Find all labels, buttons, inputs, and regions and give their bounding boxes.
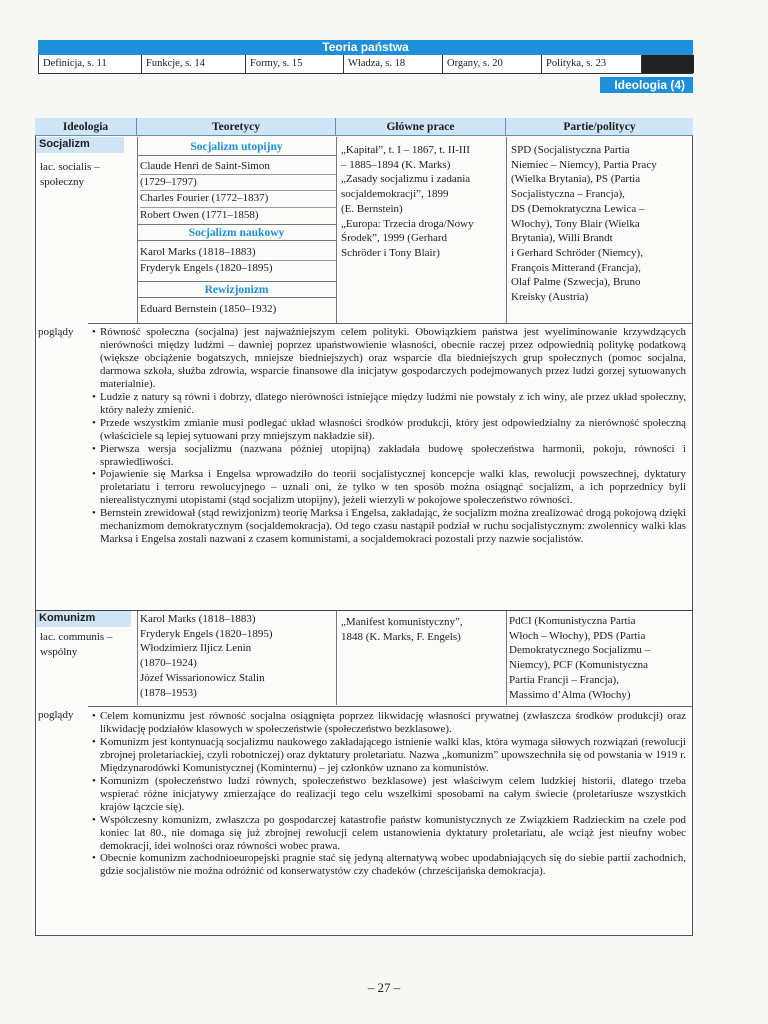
party-line: Włochy), Tony Blair (Wielka xyxy=(511,217,640,230)
works-socjalizm xyxy=(341,143,503,261)
chapter-title: Teoria państwa xyxy=(38,40,693,55)
subhead-socjalizm-utopijny: Socjalizm utopijny xyxy=(137,139,336,156)
view-item: • Pierwsza wersja socjalizmu (nazwana później utopijną) zakładała budowę społeczeństwa harmonii, pokoju, równości i sprawiedliwości. xyxy=(92,443,686,469)
divider xyxy=(88,323,693,324)
nav-polityka[interactable]: Polityka, s. 23 xyxy=(542,55,642,73)
theorists-utopijny xyxy=(140,159,336,223)
views-label-socjalizm: poglądy xyxy=(38,326,74,338)
section-badge: Ideologia (4) xyxy=(600,77,693,93)
etymology-komunizm xyxy=(40,630,132,659)
etymology-line: wspólny xyxy=(40,645,78,658)
theorist-line: Włodzimierz Iljicz Lenin xyxy=(140,642,252,655)
theorists-rewizjonizm xyxy=(140,302,336,317)
col-header-teoretycy: Teoretycy xyxy=(137,118,336,136)
etymology-line: społeczny xyxy=(40,175,84,188)
nav-current-marker xyxy=(642,55,694,73)
party-line: Olaf Palme (Szwecja), Bruno xyxy=(511,276,641,289)
works-komunizm xyxy=(341,615,503,644)
view-item: • Komunizm (społeczeństwo ludzi równych, społeczeństwo bezklasowe) jest właściwym celem ludzkiej historii, dlatego trzeba wspierać różne inicjatywy zmierzające do realizacji tego celu wszelkimi sposobami na całym świecie (proletariusze wszystkich krajów łączcie się). xyxy=(92,775,686,814)
views-komunizm xyxy=(92,710,686,878)
party-line: Włoch – Włochy), PDS (Partia xyxy=(509,629,646,642)
party-line: Demokratycznego Socjalizmu – xyxy=(509,644,651,657)
ideology-name-socjalizm: Socjalizm xyxy=(36,137,124,153)
work-line: „Manifest komunistyczny”, xyxy=(341,616,463,628)
work-line: Środek”, 1999 (Gerhard xyxy=(341,232,447,245)
work-line: „Kapitał”, t. I – 1867, t. II-III xyxy=(341,144,470,156)
view-item: • Celem komunizmu jest równość socjalna osiągnięta poprzez likwidację własności prywatnej (zwłaszcza środków produkcji) oraz likwidację podziałów klasowych w społeczeństwie (społeczeństwo bezklasowe). xyxy=(92,710,686,736)
view-item: • Bernstein zrewidował (stąd rewizjonizm) teorię Marksa i Engelsa, zakładając, że socjalizm można zrealizować drogą pokojową dzięki mechanizmom demokratycznym (socjaldemokracja). Od tego czasu nastąpił podział w ruchu socjalistycznym: zwolennicy walki klas Marksa i Engelsa zostali nazwani z czasem komunistami, a socjaldemokraci pozostali przy nazwie socjalistów. xyxy=(92,507,686,546)
party-line: Brytania), Willi Brandt xyxy=(511,232,613,245)
work-line: „Europa: Trzecia droga/Nowy xyxy=(341,217,474,230)
party-line: PdCI (Komunistyczna Partia xyxy=(509,615,636,627)
etymology-line: łac. communis – xyxy=(40,631,113,643)
etymology-line: łac. socialis – xyxy=(40,161,100,173)
work-line: (E. Bernstein) xyxy=(341,202,403,215)
work-line: socjaldemokracji”, 1899 xyxy=(341,188,449,201)
theorist-line: Karol Marks (1818–1883) xyxy=(140,245,336,261)
party-line: DS (Demokratyczna Lewica – xyxy=(511,202,645,215)
party-line: Partia Francji – Francja), xyxy=(509,673,619,686)
work-line: Schröder i Tony Blair) xyxy=(341,246,440,259)
nav-funkcje[interactable]: Funkcje, s. 14 xyxy=(142,55,246,73)
theorist-line: Józef Wissarionowicz Stalin xyxy=(140,671,265,684)
nav-organy[interactable]: Organy, s. 20 xyxy=(443,55,542,73)
theorist-line: (1878–1953) xyxy=(140,686,197,699)
work-line: 1848 (K. Marks, F. Engels) xyxy=(341,630,461,643)
views-socjalizm xyxy=(92,326,686,546)
divider xyxy=(506,137,507,323)
col-header-partie: Partie/politycy xyxy=(506,118,693,136)
theorist-line: (1870–1924) xyxy=(140,657,197,670)
col-header-glowne-prace: Główne prace xyxy=(336,118,506,136)
work-line: – 1885–1894 (K. Marks) xyxy=(341,158,451,171)
theorist-line: Charles Fourier (1772–1837) xyxy=(140,191,336,207)
nav-wladza[interactable]: Władza, s. 18 xyxy=(344,55,443,73)
party-line: Kreisky (Austria) xyxy=(511,291,589,304)
divider xyxy=(137,611,138,705)
party-line: Socjalistyczna – Francja), xyxy=(511,188,625,201)
theorist-line: Robert Owen (1771–1858) xyxy=(140,208,259,221)
etymology-socjalizm xyxy=(40,160,132,189)
party-line: François Mitterand (Francja), xyxy=(511,261,641,274)
party-line: i Gerhard Schröder (Niemcy), xyxy=(511,246,643,259)
view-item: • Komunizm jest kontynuacją socjalizmu naukowego zakładającego istnienie walki klas, która wymaga siłowych rozwiązań (rewolucji zbrojnej proletariackiej, czyli robotniczej) oraz dyktatury proletariatu. Nazwa „komunizm” upowszechniła się od powstania w 1919 r. Międzynarodówki Komunistycznej (Kominternu) – jej członków uznano za komunistów. xyxy=(92,736,686,775)
page-number: – 27 – xyxy=(367,980,401,995)
nav-formy[interactable]: Formy, s. 15 xyxy=(246,55,344,73)
view-item: • Ludzie z natury są równi i dobrzy, dlatego nierówności istniejące między ludźmi nie powstały z ich winy, ale przez układ społeczny, który należy zmienić. xyxy=(92,391,686,417)
nav-definicja[interactable]: Definicja, s. 11 xyxy=(39,55,142,73)
view-item: • Przede wszystkim zmianie musi podlegać układ własności środków produkcji, który jest odpowiedzialny za nierówność społeczną (właściciele są lepiej sytuowani przy mniejszym nakładzie sił). xyxy=(92,417,686,443)
divider xyxy=(35,610,693,611)
view-item: • Równość społeczna (socjalna) jest najważniejszym celem polityki. Obowiązkiem państwa jest wyeliminowanie krzywdzących nierówności między ludźmi – dawniej poprzez upaństwowienie własności, obecnie raczej przez odpowiednią politykę podatkową (większe obciążenie bogatszych, mniejsze biedniejszych) oraz wsparcie dla biedniejszych grup społecznych (pomoc socjalna, darmowa szkoła, służba zdrowia, wsparcie finansowe dla inicjatyw gospodarczych podejmowanych przez ludzi gorzej sytuowanych materialnie). xyxy=(92,326,686,391)
parties-komunizm xyxy=(509,614,691,702)
subhead-socjalizm-naukowy: Socjalizm naukowy xyxy=(137,224,336,241)
party-line: SPD (Socjalistyczna Partia xyxy=(511,144,630,156)
party-line: (Wielka Brytania), PS (Partia xyxy=(511,173,641,186)
ideology-name-komunizm: Komunizm xyxy=(36,611,131,627)
theorists-komunizm xyxy=(140,612,336,700)
view-item: • Współczesny komunizm, zwłaszcza po gospodarczej katastrofie państw komunistycznych ze Związkiem Radzieckim na czele pod koniec lat 80., nie domaga się już zbrojnej rewolucji celem ustanowienia dyktatury proletariatu, ale wciąż jest nieufny wobec demokracji, idei wolności oraz równości wobec prawa. xyxy=(92,814,686,853)
col-header-ideologia: Ideologia xyxy=(35,118,137,136)
divider xyxy=(88,706,693,707)
divider xyxy=(506,611,507,705)
theorist-line: Fryderyk Engels (1820–1895) xyxy=(140,627,273,640)
theorist-line: Karol Marks (1818–1883) xyxy=(140,613,256,625)
view-item: • Pojawienie się Marksa i Engelsa wprowadziło do teorii socjalistycznej koncepcje walki klas, rewolucji powszechnej, dyktatury proletariatu i terroru rewolucyjnego – uznali oni, że tylko w ten sposób można osiągnąć socjalizm, a ich poprzednicy byli nierealistycznymi utopistami (stąd socjalizm utopijny), jeżeli wierzyli w pokojowe społeczeństwo równości. xyxy=(92,468,686,507)
chapter-nav xyxy=(38,55,693,74)
parties-socjalizm xyxy=(511,143,691,305)
theorist-line: Eduard Bernstein (1850–1932) xyxy=(140,303,277,315)
theorist-line: Fryderyk Engels (1820–1895) xyxy=(140,262,273,275)
views-label-komunizm: poglądy xyxy=(38,709,74,721)
divider xyxy=(336,611,337,705)
work-line: „Zasady socjalizmu i zadania xyxy=(341,173,471,186)
view-item: • Obecnie komunizm zachodnioeuropejski pragnie stać się jedyną alternatywą wobec upodabniających się do siebie partii zachodnich, gdzie socjalistów nie można odróżnić od konserwatystów czy chadeków (chrześcijańska demokracja). xyxy=(92,852,686,878)
theorist-line: (1729–1797) xyxy=(140,175,336,191)
divider xyxy=(336,137,337,323)
theorist-line: Claude Henri de Saint-Simon xyxy=(140,159,336,175)
party-line: Massimo d’Alma (Włochy) xyxy=(509,688,631,701)
theorists-naukowy xyxy=(140,245,336,276)
party-line: Niemiec – Niemcy), Partia Pracy xyxy=(511,158,657,171)
subhead-rewizjonizm: Rewizjonizm xyxy=(137,281,336,298)
party-line: Niemcy), PCF (Komunistyczna xyxy=(509,659,649,672)
